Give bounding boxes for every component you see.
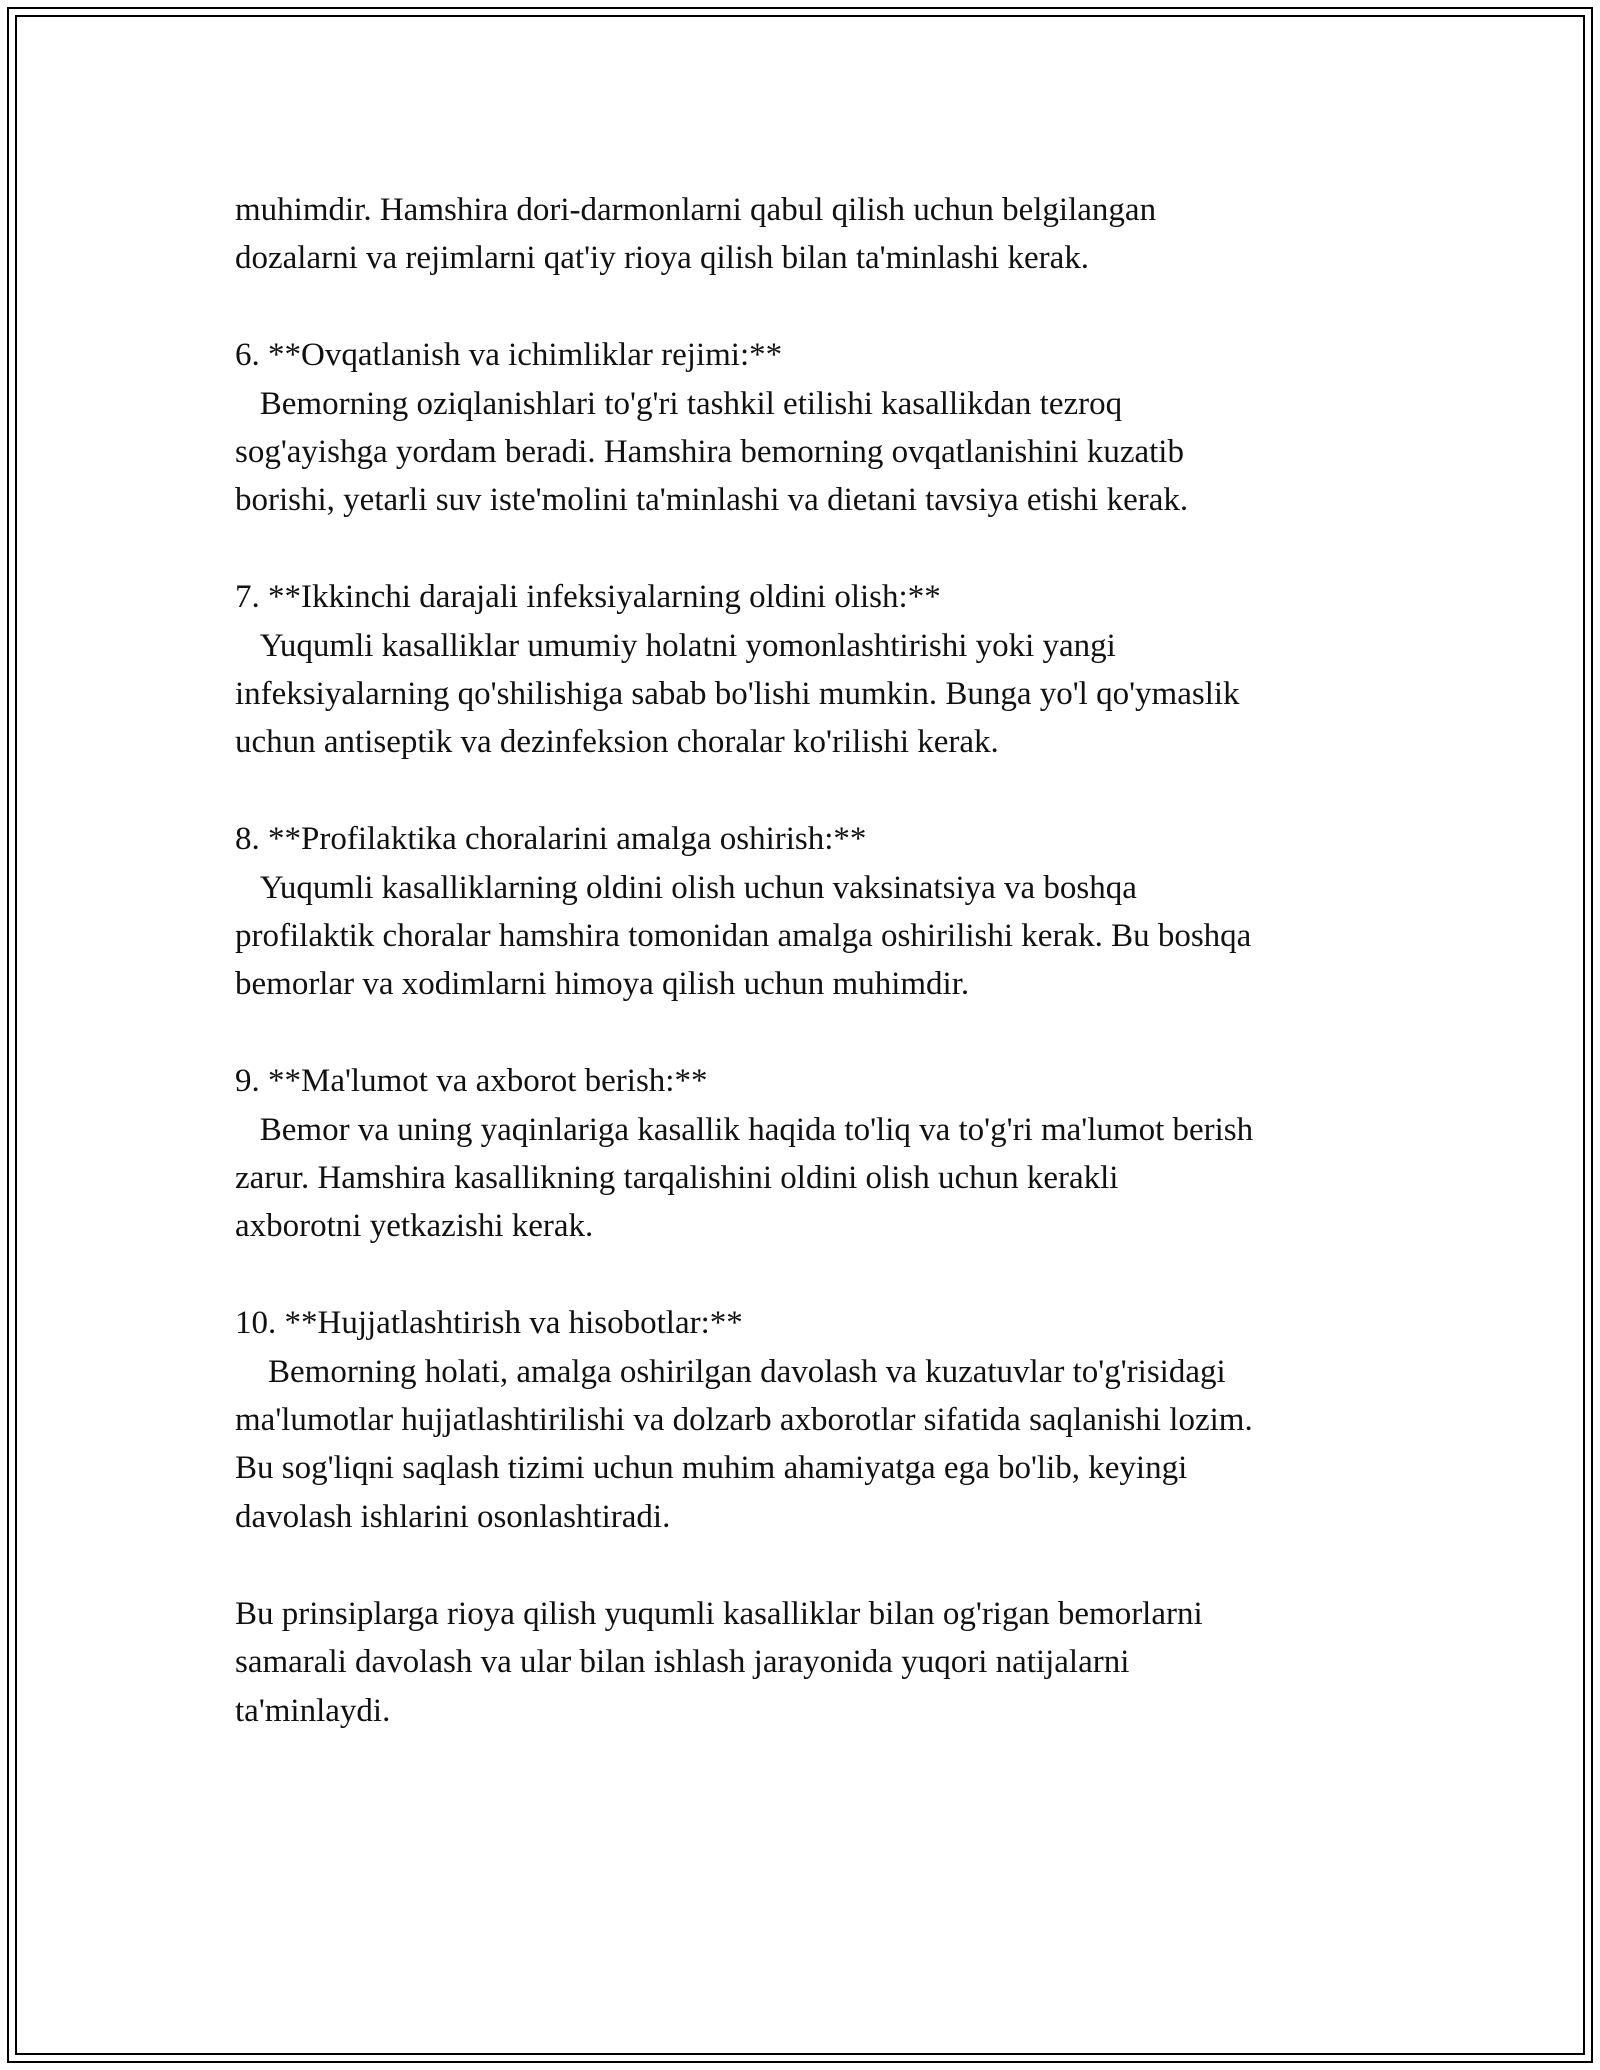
paragraph-gap [235,283,1415,331]
paragraph-gap [235,525,1415,573]
text-line: bemorlar va xodimlarni himoya qilish uchun muhimdir. [235,966,970,1003]
document-body [235,186,1415,1735]
section-7 [235,573,1415,767]
text-line: dozalarni va rejimlarni qat'iy rioya qilish bilan ta'minlashi kerak. [235,240,1090,277]
text-line: ma'lumotlar hujjatlashtirilishi va dolzarb axborotlar sifatida saqlanishi lozim. [235,1402,1253,1439]
text-line: profilaktik choralar hamshira tomonidan amalga oshirilishi kerak. Bu boshqa [235,918,1252,955]
section-10 [235,1299,1415,1541]
section-9 [235,1057,1415,1251]
paragraph-gap [235,1009,1415,1057]
paragraph-gap [235,1541,1415,1589]
section-6 [235,331,1415,525]
text-line: sog'ayishga yordam beradi. Hamshira bemorning ovqatlanishini kuzatib [235,434,1184,471]
intro-paragraph [235,186,1415,283]
text-line: infeksiyalarning qo'shilishiga sabab bo'lishi mumkin. Bunga yo'l qo'ymaslik [235,676,1240,713]
text-line: Bemor va uning yaqinlariga kasallik haqida to'liq va to'g'ri ma'lumot berish [235,1111,1254,1148]
conclusion-paragraph [235,1590,1415,1735]
text-line: zarur. Hamshira kasallikning tarqalishini oldini olish uchun kerakli [235,1160,1119,1197]
text-line: uchun antiseptik va dezinfeksion choralar ko'rilishi kerak. [235,724,999,761]
text-line: davolash ishlarini osonlashtiradi. [235,1498,671,1535]
text-line: ta'minlaydi. [235,1692,391,1729]
section-8 [235,815,1415,1009]
text-line: Bemorning holati, amalga oshirilgan davolash va kuzatuvlar to'g'risidagi [235,1353,1226,1390]
text-line: samarali davolash va ular bilan ishlash jarayonida yuqori natijalarni [235,1644,1130,1681]
text-line: muhimdir. Hamshira dori-darmonlarni qabul qilish uchun belgilangan [235,192,1157,228]
section-heading: 7. **Ikkinchi darajali infeksiyalarning oldini olish:** [235,579,941,616]
text-line: Yuqumli kasalliklar umumiy holatni yomonlashtirishi yoki yangi [235,627,1116,664]
text-line: Bu sog'liqni saqlash tizimi uchun muhim ahamiyatga ega bo'lib, keyingi [235,1450,1188,1487]
text-line: Yuqumli kasalliklarning oldini olish uchun vaksinatsiya va boshqa [235,869,1137,906]
section-heading: 9. **Ma'lumot va axborot berish:** [235,1063,708,1100]
text-line: borishi, yetarli suv iste'molini ta'minlashi va dietani tavsiya etishi kerak. [235,482,1189,519]
paragraph-gap [235,1251,1415,1299]
section-heading: 8. **Profilaktika choralarini amalga oshirish:** [235,821,867,858]
paragraph-gap [235,767,1415,815]
section-heading: 6. **Ovqatlanish va ichimliklar rejimi:** [235,337,783,374]
text-line: Bu prinsiplarga rioya qilish yuqumli kasalliklar bilan og'rigan bemorlarni [235,1595,1203,1632]
text-line: Bemorning oziqlanishlari to'g'ri tashkil etilishi kasallikdan tezroq [235,385,1123,422]
section-heading: 10. **Hujjatlashtirish va hisobotlar:** [235,1305,743,1342]
text-line: axborotni yetkazishi kerak. [235,1208,594,1245]
